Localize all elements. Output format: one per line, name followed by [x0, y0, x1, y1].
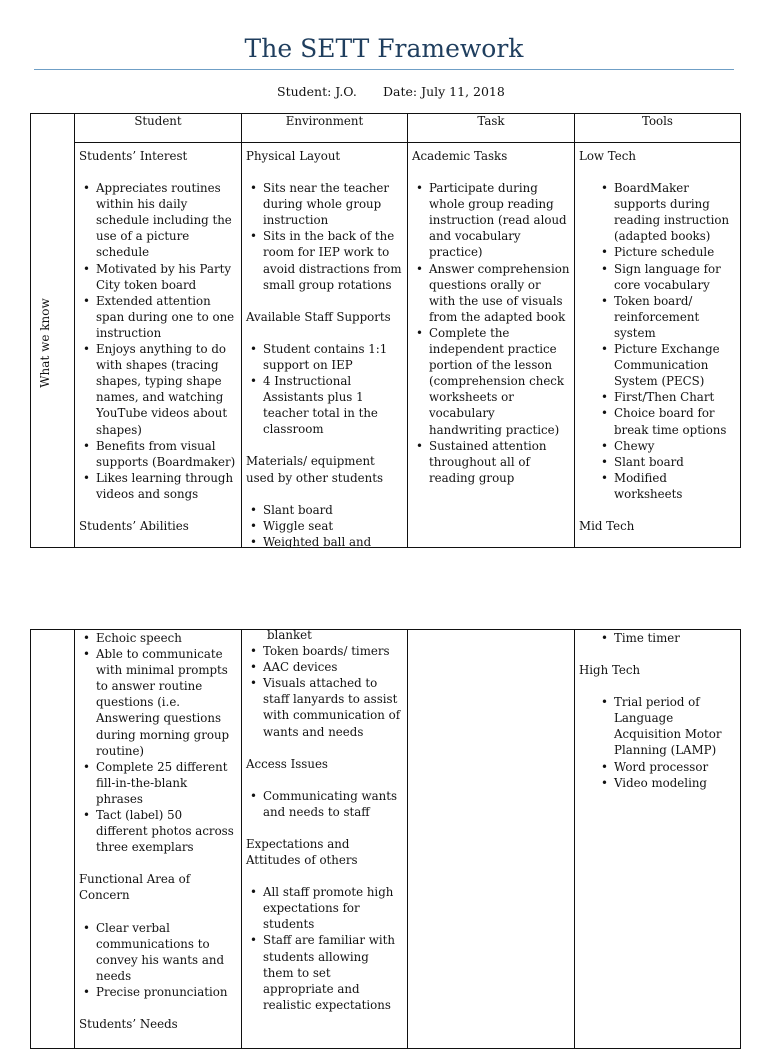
list-item: • Student contains 1:1 support on IEP — [263, 341, 403, 373]
list-item: • Token boards/ timers — [263, 643, 403, 659]
tools-cell-page-2 — [574, 629, 741, 1049]
list-item: • Precise pronunciation — [96, 984, 237, 1000]
list-item: • Complete 25 different fill-in-the-blank phrases — [96, 759, 237, 807]
list-item: • Able to communicate with minimal prompts to answer routine questions (i.e. Answering questions during morning group routine) — [96, 646, 237, 759]
list-item: • AAC devices — [263, 659, 403, 675]
section-heading: Students’ Needs — [79, 1016, 178, 1031]
section-heading: Students’ Interest — [79, 149, 188, 163]
list-item: • Staff are familiar with students allowing them to set appropriate and realistic expectations — [263, 932, 403, 1012]
student-cell-page-2 — [74, 629, 242, 1049]
list-item: • Sustained attention throughout all of reading group — [429, 438, 570, 486]
student-cell-page-1 — [74, 142, 242, 548]
list-item: • Communicating wants and needs to staff — [263, 788, 403, 820]
list-item: • 4 Instructional Assistants plus 1 teacher total in the classroom — [263, 373, 403, 437]
section-heading: High Tech — [579, 663, 641, 678]
section-heading: Functional Area of Concern — [79, 872, 191, 903]
list-item: • Weighted ball and — [263, 534, 403, 548]
materials-list-continued — [246, 643, 403, 740]
expectations-list — [246, 884, 403, 1013]
list-item: • Sits in the back of the room for IEP work to avoid distractions from small group rotations — [263, 228, 403, 292]
section-heading: Mid Tech — [579, 518, 635, 533]
list-item: • Token board/ reinforcement system — [614, 293, 736, 341]
tools-cell-page-1 — [574, 142, 741, 548]
side-label-what-we-know: What we know — [38, 298, 52, 388]
list-item: • Picture Exchange Communication System (PECS) — [614, 341, 736, 389]
list-item: • Enjoys anything to do with shapes (tracing shapes, typing shape names, and watching YouTube videos about shapes) — [96, 341, 237, 438]
list-item: • Trial period of Language Acquisition Motor Planning (LAMP) — [614, 694, 736, 758]
list-item: • Benefits from visual supports (Boardmaker) — [96, 438, 237, 470]
section-heading: Available Staff Supports — [246, 309, 391, 324]
list-item: • Tact (label) 50 different photos across three exemplars — [96, 807, 237, 855]
environment-cell-page-1 — [241, 142, 408, 548]
list-item: • Chewy — [614, 438, 736, 454]
list-item: • Complete the independent practice portion of the lesson (comprehension check worksheets or vocabulary handwriting practice) — [429, 325, 570, 438]
section-heading: Expectations and Attitudes of others — [246, 836, 358, 868]
task-cell-page-1 — [407, 142, 575, 548]
list-item: • Answer comprehension questions orally or with the use of visuals from the adapted book — [429, 261, 570, 325]
list-item: • Motivated by his Party City token board — [96, 261, 237, 293]
section-heading: Physical Layout — [246, 149, 341, 163]
environment-cell-page-2 — [241, 629, 408, 1049]
list-item: • Picture schedule — [614, 244, 736, 260]
page-title: The SETT Framework — [244, 34, 524, 63]
physical-layout-list — [246, 180, 403, 293]
list-item: • Slant board — [614, 454, 736, 470]
side-column — [30, 113, 75, 548]
student-interest-list — [79, 180, 237, 502]
task-cell-page-2 — [407, 629, 575, 1049]
list-item: • Sits near the teacher during whole group instruction — [263, 180, 403, 228]
materials-list — [246, 502, 403, 548]
list-item: • Sign language for core vocabulary — [614, 261, 736, 293]
academic-tasks-list — [412, 180, 570, 486]
low-tech-list — [579, 180, 736, 502]
list-item: • Likes learning through videos and songs — [96, 470, 237, 502]
student-abilities-list — [79, 630, 237, 855]
list-item: • Time timer — [614, 630, 736, 646]
section-heading: Materials/ equipment used by other students — [246, 454, 384, 485]
mid-tech-list — [579, 630, 736, 646]
list-item: • Word processor — [614, 759, 736, 775]
student-name: Student: J.O. — [277, 84, 357, 99]
section-heading: Academic Tasks — [412, 149, 508, 163]
header-environment: Environment — [241, 113, 408, 143]
section-heading: Students’ Abilities — [79, 518, 189, 533]
section-heading: Low Tech — [579, 149, 636, 163]
list-item: • Appreciates routines within his daily schedule including the use of a picture schedule — [96, 180, 237, 260]
header-tools: Tools — [574, 113, 741, 143]
list-item: • Slant board — [263, 502, 403, 518]
area-of-concern-list — [79, 920, 237, 1000]
list-item: • BoardMaker supports during reading instruction (adapted books) — [614, 180, 736, 244]
document-date: Date: July 11, 2018 — [383, 84, 505, 99]
list-item: • Modified worksheets — [614, 470, 736, 502]
high-tech-list — [579, 694, 736, 791]
list-item: • Choice board for break time options — [614, 405, 736, 437]
staff-supports-list — [246, 341, 403, 438]
list-item: • Echoic speech — [96, 630, 237, 646]
list-item: • Clear verbal communications to convey his wants and needs — [96, 920, 237, 984]
list-item: • Video modeling — [614, 775, 736, 791]
list-item: • Visuals attached to staff lanyards to assist with communication of wants and needs — [263, 675, 403, 739]
header-task: Task — [407, 113, 575, 143]
list-item: • Participate during whole group reading instruction (read aloud and vocabulary practice) — [429, 180, 570, 260]
list-item: • Extended attention span during one to one instruction — [96, 293, 237, 341]
section-heading: Access Issues — [246, 756, 328, 771]
access-issues-list — [246, 788, 403, 820]
continued-text: blanket — [267, 629, 312, 642]
list-item: • Wiggle seat — [263, 518, 403, 534]
title-underline — [34, 69, 734, 70]
list-item: • First/Then Chart — [614, 389, 736, 405]
list-item: • All staff promote high expectations for students — [263, 884, 403, 932]
side-column — [30, 629, 75, 1049]
header-student: Student — [74, 113, 242, 143]
